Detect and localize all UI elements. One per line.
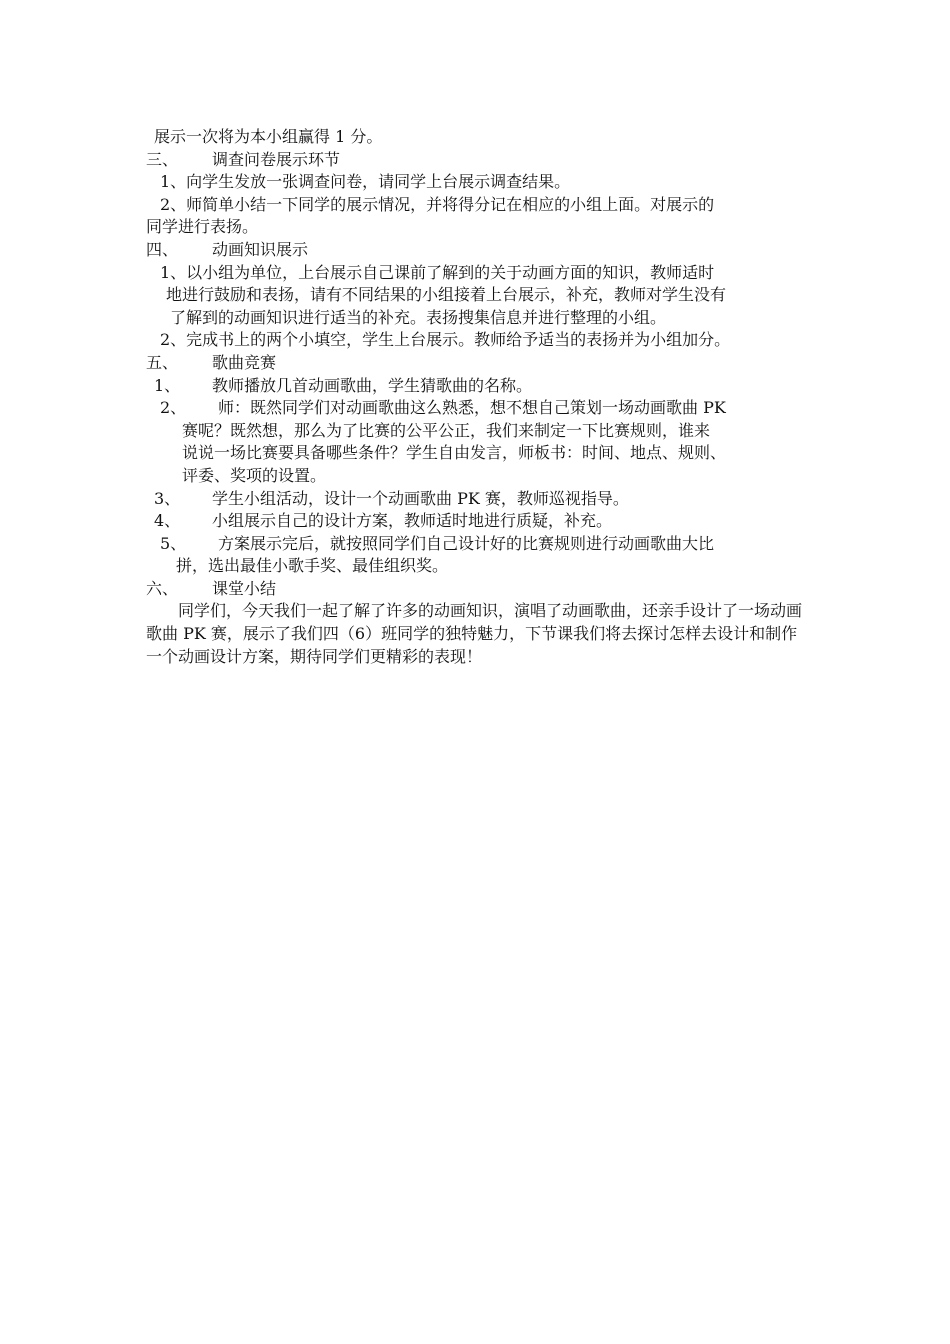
list-item-continuation: 地进行鼓励和表扬，请有不同结果的小组接着上台展示，补充，教师对学生没有 [166,285,727,305]
section-number: 六、 [146,578,179,598]
section-title: 歌曲竞赛 [212,352,277,372]
list-item [146,375,810,398]
section-title: 调查问卷展示环节 [212,149,341,169]
summary-paragraph: 同学们，今天我们一起了解了许多的动画知识，演唱了动画歌曲，还亲手设计了一场动画歌曲 PK 赛，展示了我们四（6）班同学的独特魅力，下节课我们将去探讨怎样去设计和制作一个动画设计方案，期待同学们更精彩的表现！ [146,601,803,666]
list-item-continuation: 同学进行表扬。 [146,217,259,237]
section-heading-3 [146,149,810,172]
item-text: 教师播放几首动画歌曲，学生猜歌曲的名称。 [212,375,533,395]
item-number: 5、 [160,533,187,553]
document-body [146,126,810,668]
list-item: 1、向学生发放一张调查问卷，请同学上台展示调查结果。 [160,172,571,192]
list-item-continuation: 拼，选出最佳小歌手奖、最佳组织奖。 [176,556,449,576]
list-item: 2、师简单小结一下同学的展示情况，并将得分记在相应的小组上面。对展示的 [160,194,715,214]
list-item-continuation: 赛呢？既然想，那么为了比赛的公平公正，我们来制定一下比赛规则，谁来 [182,420,711,440]
item-number: 1、 [154,375,181,395]
list-item-continuation: 评委、奖项的设置。 [182,465,327,485]
item-text: 方案展示完后，就按照同学们自己设计好的比赛规则进行动画歌曲大比 [218,533,715,553]
list-item-continuation: 说说一场比赛要具备哪些条件？学生自由发言，师板书：时间、地点、规则、 [182,443,727,463]
item-text: 学生小组活动，设计一个动画歌曲 PK 赛，教师巡视指导。 [212,488,629,508]
list-item-continuation: 了解到的动画知识进行适当的补充。表扬搜集信息并进行整理的小组。 [170,307,667,327]
section-number: 五、 [146,352,179,372]
list-item [146,488,810,511]
section-heading-4 [146,239,810,262]
section-heading-6 [146,578,810,601]
item-text: 小组展示自己的设计方案，教师适时地进行质疑，补充。 [212,511,613,531]
item-number: 4、 [154,511,181,531]
section-title: 课堂小结 [212,578,277,598]
list-item: 1、以小组为单位，上台展示自己课前了解到的关于动画方面的知识，教师适时 [160,262,715,282]
section-heading-5 [146,352,810,375]
section-number: 三、 [146,149,179,169]
section-title: 动画知识展示 [212,239,309,259]
list-item [146,397,810,420]
item-number: 3、 [154,488,181,508]
continuation-text: 展示一次将为本小组赢得 1 分。 [154,127,383,146]
list-item [146,510,810,533]
item-number: 2、 [160,398,187,418]
item-text: 师：既然同学们对动画歌曲这么熟悉，想不想自己策划一场动画歌曲 PK [218,398,726,418]
section-number: 四、 [146,239,179,259]
list-item: 2、完成书上的两个小填空，学生上台展示。教师给予适当的表扬并为小组加分。 [160,330,731,350]
list-item [146,533,810,556]
